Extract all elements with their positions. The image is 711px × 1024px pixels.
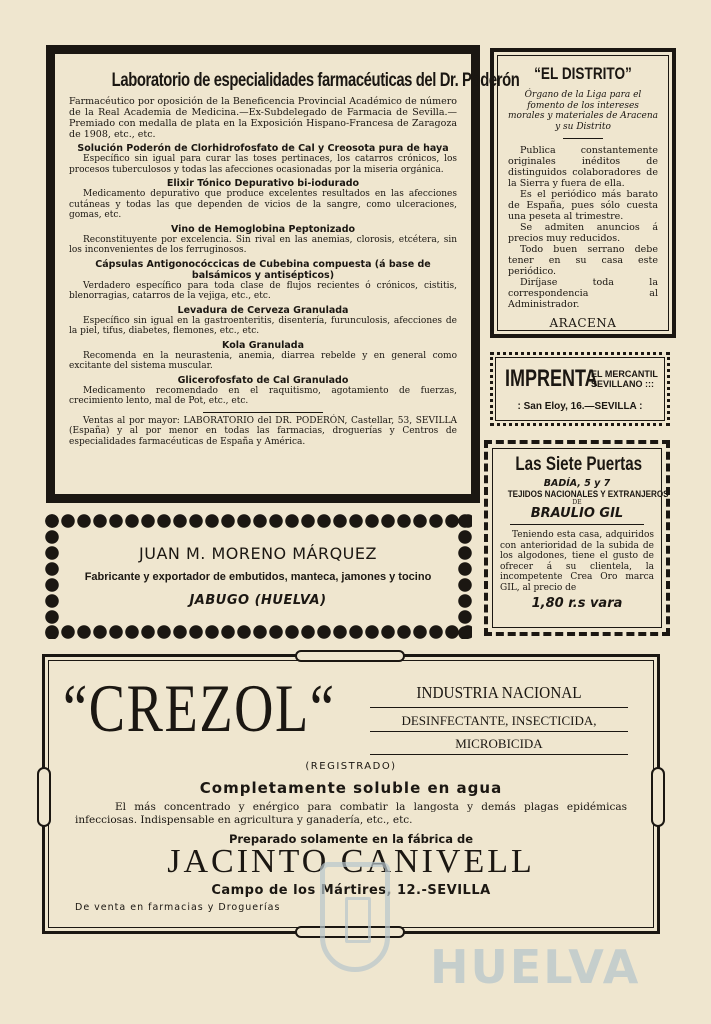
watermark-text: HUELVA: [430, 940, 641, 994]
moreno-name: JUAN M. MORENO MÁRQUEZ: [139, 544, 377, 563]
product-description: Verdadero específico para toda clase de flujos recientes ó crónicos, cistitis, blenorragias, catarros de la vejiga, etc., etc.: [69, 280, 457, 301]
product-name: Solución Poderón de Clorhidrofosfato de Cal y Creosota pura de haya: [77, 143, 449, 154]
lab-divider: [203, 412, 323, 413]
puertas-address: BADÍA, 5 y 7: [543, 478, 611, 489]
product-name: Kola Granulada: [222, 339, 304, 351]
distrito-paragraph: Todo buen serrano debe tener en su casa este periódico.: [508, 244, 658, 277]
crezol-industry: INDUSTRIA NACIONAL: [416, 683, 582, 702]
crezol-prepared: Preparado solamente en la fábrica de: [228, 832, 474, 846]
puertas-owner: BRAULIO GIL: [510, 506, 644, 525]
product-description: Medicamento depurativo que produce excelentes resultados en las afecciones cutáneas y todas las que dependen de vicios de la sangre, como ulceraciones, gomas, etc.: [69, 189, 457, 220]
crezol-body: El más concentrado y enérgico para combatir la langosta y demás plagas epidémicas infecciosas. Indispensable en agricultura y ganadería, etc., etc.: [75, 801, 627, 826]
lab-products: [69, 143, 457, 407]
puertas-goods: TEJIDOS NACIONALES Y EXTRANJEROS: [507, 489, 669, 499]
dot-border-left: [44, 513, 59, 639]
distrito-paragraph: Es el periódico más barato de España, pues sólo cuesta una peseta al trimestre.: [508, 189, 658, 222]
crezol-rule-2: [370, 731, 628, 732]
product-description: Específico sin igual para curar las toses pertinaces, los catarros crónicos, los procesos tuberculosos y todas las afecciones ocasionadas por la miseria orgánica.: [69, 154, 457, 175]
puertas-ad: [484, 440, 670, 636]
distrito-paragraph: Diríjase toda la correspondencia al Administrador.: [508, 277, 658, 310]
lab-intro: Farmacéutico por oposición de la Beneficencia Provincial Académico de número de la Real Academia de Medicina.—Ex-Subdelegado de Farmacia de Sevilla.—Premiado con medalla de plata en la Exposición Hispano-Francesa de Zaragoza de 1908, etc., etc.: [69, 96, 457, 140]
crezol-line1: DESINFECTANTE, INSECTICIDA,: [401, 713, 597, 728]
product-name: Cápsulas Antigonocóccicas de Cubebina compuesta (á base de balsámicos y antisépticos): [95, 258, 431, 281]
product-name: Glicerofosfato de Cal Granulado: [177, 374, 349, 386]
product-name: Vino de Hemoglobina Peptonizado: [170, 223, 356, 235]
product-description: Medicamento recomendado en el raquitismo, agotamiento de fuerzas, crecimiento lento, mal de Pot, etc., etc.: [69, 385, 457, 406]
dot-border-right: [457, 513, 472, 639]
puertas-de: DE: [572, 499, 582, 506]
crezol-line2: MICROBICIDA: [455, 736, 543, 751]
laboratorio-ad: [46, 45, 520, 503]
ornament-top: [295, 650, 405, 662]
imprenta-address: : San Eloy, 16.—SEVILLA :: [517, 401, 643, 412]
dot-border-top: [44, 513, 472, 528]
crezol-rule-3: [370, 754, 628, 755]
crezol-headline: Completamente soluble en agua: [199, 779, 503, 797]
crezol-sale: De venta en farmacias y Droguerías: [75, 902, 281, 913]
distrito-paragraph: Se admiten anuncios á precios muy reducidos.: [508, 222, 658, 244]
moreno-ad: [44, 513, 472, 639]
imprenta-word: IMPRENTA: [505, 365, 598, 392]
product-description: Específico sin igual en la gastroenteritis, disentería, furunculosis, afecciones de la piel, tifus, diabetes, flemones, etc., etc.: [69, 315, 457, 336]
distrito-place: ARACENA: [549, 316, 617, 330]
crezol-rule-1: [370, 707, 628, 708]
imprenta-ad: [490, 352, 670, 426]
product-description: Recomenda en la neurastenia, anemia, diarrea rebelde y en general como excitante del sistema muscular.: [69, 350, 457, 371]
lab-title: Laboratorio de especialidades farmacéuticas del Dr. Poderón: [111, 70, 520, 91]
puertas-title: Las Siete Puertas: [515, 454, 643, 475]
lab-sales: Ventas al por mayor: LABORATORIO del DR. PODERÓN, Castellar, 53, SEVILLA (España) y al por menor en todas las farmacias, droguerías y Centros de especialidades farmacéuticas de España y América.: [69, 415, 457, 447]
moreno-place: JABUGO (HUELVA): [189, 593, 327, 608]
distrito-subtitle: Órgano de la Liga para el fomento de los intereses morales y materiales de Aracena y su Distrito: [508, 90, 658, 132]
product-name: Elixir Tónico Depurativo bi-iodurado: [166, 178, 360, 189]
distrito-paras: [508, 145, 658, 310]
distrito-ad: [490, 48, 676, 338]
crezol-address: Campo de los Mártires, 12.-SEVILLA: [211, 883, 491, 898]
ornament-left: [37, 767, 51, 827]
product-name: Levadura de Cerveza Granulada: [177, 304, 349, 316]
puertas-text: Teniendo esta casa, adquiridos con anterioridad de la subida de los algodones, tiene el gusto de ofrecer á su clientela, la incompetente Crea Oro marca GIL, al precio de: [500, 530, 654, 593]
distrito-paragraph: Publica constantemente originales inéditos de distinguidos colaboradores de la Sierra y fuera de ella.: [508, 145, 658, 189]
product-description: Reconstituyente por excelencia. Sin rival en las anemias, clorosis, etcétera, sin los inconvenientes de los ferruginosos.: [69, 234, 457, 255]
imprenta-name: [591, 369, 658, 389]
imprenta-name-line1: EL MERCANTIL: [591, 369, 658, 379]
watermark-logo: [320, 862, 390, 972]
distrito-title: “EL DISTRITO”: [534, 64, 632, 83]
crezol-brand: “CREZOL“: [63, 670, 336, 746]
crezol-maker: JACINTO CANIVELL: [167, 843, 535, 880]
puertas-price: 1,80 r.s vara: [531, 596, 623, 611]
distrito-divider: [563, 138, 603, 139]
dot-border-bottom: [44, 624, 472, 639]
shield-icon: [345, 897, 371, 943]
ornament-right: [651, 767, 665, 827]
imprenta-name-line2: SEVILLANO :::: [591, 379, 654, 389]
crezol-registered: (REGISTRADO): [305, 761, 397, 772]
moreno-line: Fabricante y exportador de embutidos, manteca, jamones y tocino: [84, 571, 432, 583]
